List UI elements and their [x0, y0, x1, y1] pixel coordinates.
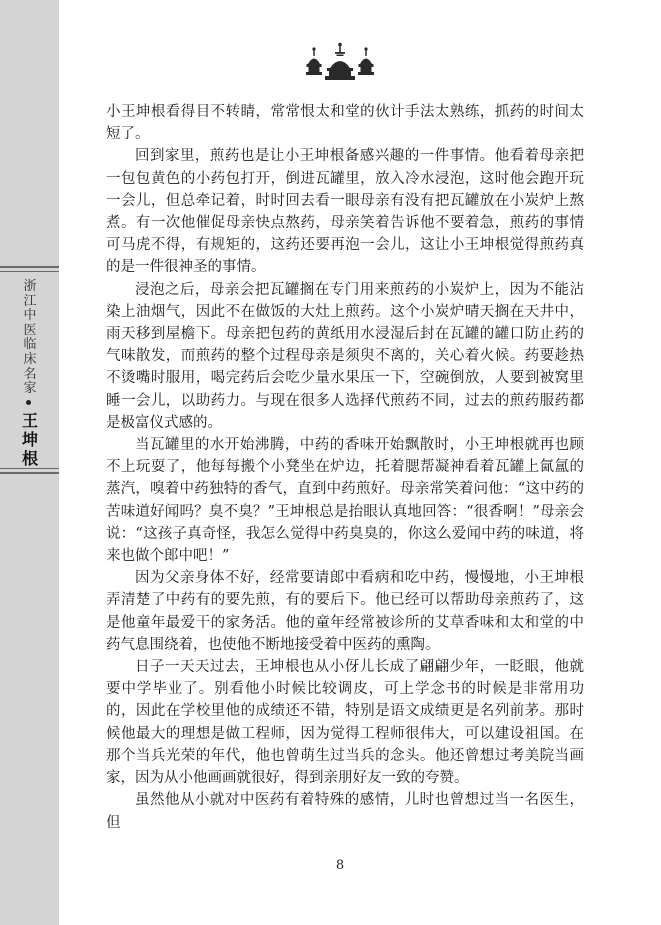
- sidebar-rule-bottom: [0, 468, 59, 469]
- sidebar-rule-top: [0, 271, 59, 272]
- paragraph: 浸泡之后，母亲会把瓦罐搁在专门用来煎药的小炭炉上，因为不能沾染上油烟气，因此不在做饭的大灶上煎药。这个小炭炉晴天搁在天井中，雨天移到屋檐下。母亲把包药的黄纸用水浸湿后封在瓦罐的罐口防止药的气味散发，而煎药的整个过程母亲是须臾不离的，关心着火候。药要趁热不烫嘴时服用，喝完药后会吃少量水果压一下，空碗倒放，人要到被窝里睡一会儿，以助药力。与现在很多人选择代煎药不同，过去的煎药服药都是极富仪式感的。: [106, 281, 584, 431]
- sidebar-band: [0, 0, 59, 925]
- paragraph: 回到家里，煎药也是让小王坤根备感兴趣的一件事情。他看着母亲把一包包黄色的小药包打开，倒进瓦罐里，放入冷水浸泡，这时他会跑开玩一会儿，但总牵记着，时时回去看一眼母亲有没有把瓦罐放在小炭炉上熬煮。有一次他催促母亲快点熬药，母亲笑着告诉他不要着急，煎药的事情可马虎不得，有规矩的，这药还要再泡一会儿，这让小王坤根觉得煎药真的是一件很神圣的事情。: [106, 148, 584, 276]
- person-name: 王坤根: [21, 411, 38, 468]
- paragraph: 因为父亲身体不好，经常要请郎中看病和吃中药，慢慢地，小王坤根弄清楚了中药有的要先煎，有的要后下。他已经可以帮助母亲煎药了，这是他童年最爱干的家务活。他的童年经常被诊所的艾草香味和太和堂的中药气息围绕着，也使他不断地接受着中医药的熏陶。: [106, 570, 584, 653]
- paragraph: 日子一天天过去，王坤根也从小伢儿长成了翩翩少年，一眨眼，他就要中学毕业了。别看他小时候比较调皮，可上学念书的时候是非常用功的，因此在学校里他的成绩还不错，特别是语文成绩更是名列前茅。那时候他最大的理想是做工程师，因为觉得工程师很伟大，可以建设祖国。在那个当兵光荣的年代，他也曾萌生过当兵的念头。他还曾想过考美院当画家，因为从小他画画就很好，得到亲朋好友一致的夸赞。: [106, 659, 584, 787]
- sidebar-title-block: [0, 266, 59, 474]
- paragraph: 虽然他从小就对中医药有着特殊的感情，儿时也曾想过当一名医生，但: [106, 792, 584, 831]
- separator-dot: [26, 400, 31, 405]
- paragraph: 小王坤根看得目不转睛，常常恨太和堂的伙计手法太熟练，抓药的时间太短了。: [106, 104, 584, 143]
- paragraph: 当瓦罐里的水开始沸腾，中药的香味开始飘散时，小王坤根就再也顾不上玩耍了，他每每搬个小凳坐在炉边，托着腮帮凝神看着瓦罐上氤氲的蒸汽，嗅着中药独特的香气，直到中药煎好。母亲常笑着问他：“这中药的苦味道好闻吗？臭不臭？”王坤根总是抬眼认真地回答：“很香啊！”母亲会说：“这孩子真奇怪，我怎么觉得中药臭臭的，你这么爱闻中药的味道，将来也做个郎中吧！”: [106, 437, 584, 565]
- page-number: 8: [335, 858, 345, 873]
- pagoda-ornament-icon: [294, 42, 386, 82]
- main-text: [106, 101, 584, 834]
- series-name: 浙江中医临床名家: [23, 279, 37, 397]
